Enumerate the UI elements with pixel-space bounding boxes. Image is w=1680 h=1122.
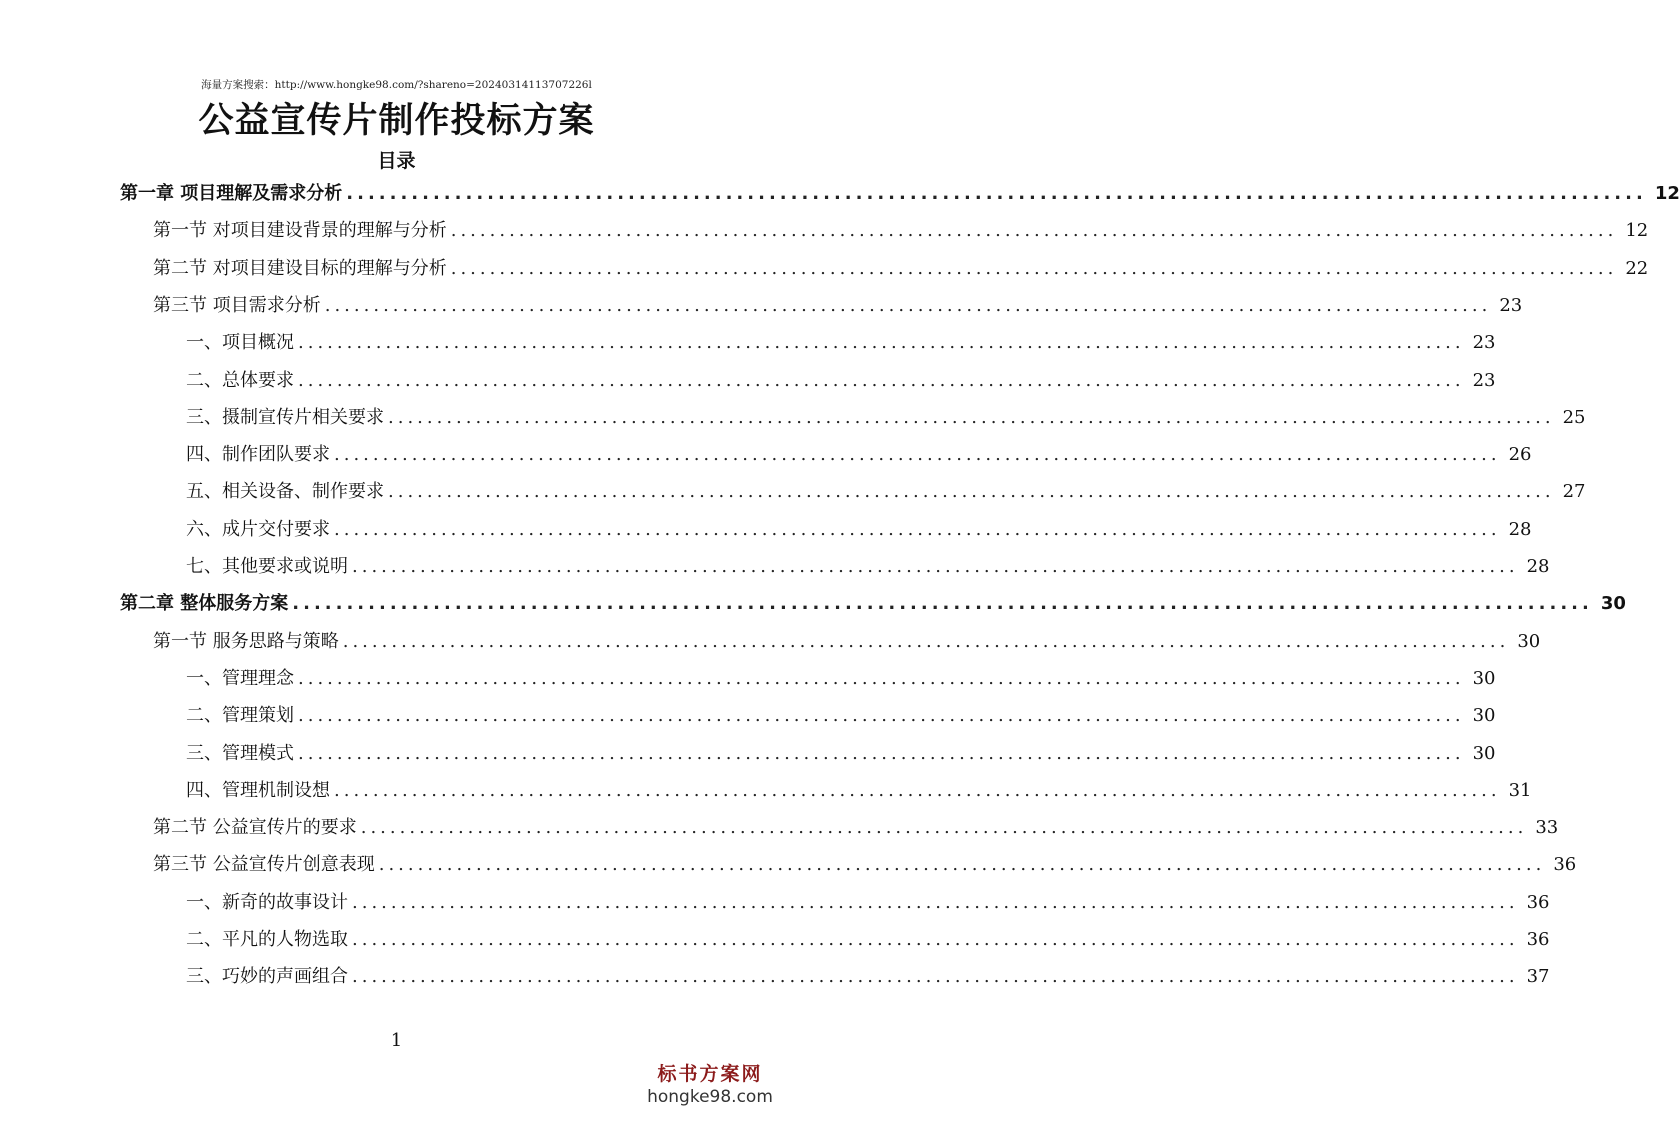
toc-dot-leader: ........................................................................................................................: [298, 742, 1465, 764]
toc-dot-leader: ........................................................................................................................: [334, 518, 1501, 540]
watermark-name: 标书方案网: [657, 1063, 763, 1085]
toc-entry-label: 三、巧妙的声画组合: [186, 966, 348, 988]
toc-entry[interactable]: [186, 661, 1496, 697]
toc-entry-label: 一、管理理念: [186, 667, 294, 689]
toc-dot-leader: ........................................................................................................................: [334, 444, 1501, 466]
source-line: 海量方案搜索：http://www.hongke98.com/?shareno=20240314113707226l: [201, 79, 592, 91]
toc-entry-page: 30: [1517, 630, 1541, 652]
toc-entry[interactable]: [186, 325, 1496, 361]
toc-entry-page: 22: [1625, 257, 1649, 279]
toc-entry-label: 三、管理模式: [186, 742, 294, 764]
toc-dot-leader: ........................................................................................................................: [450, 220, 1618, 242]
toc-entry-page: 30: [1472, 667, 1496, 689]
toc-entry-page: 36: [1553, 854, 1577, 876]
page-number: 1: [390, 1030, 403, 1051]
toc-entry-page: 37: [1526, 966, 1550, 988]
toc-entry-page: 27: [1562, 481, 1586, 503]
toc-entry[interactable]: [120, 586, 1626, 622]
toc-dot-leader: ........................................................................................................................: [342, 630, 1510, 652]
toc-entry-page: 36: [1526, 929, 1550, 950]
toc-entry-page: 12: [1625, 220, 1649, 242]
toc-entry-label: 第三节 项目需求分析: [153, 294, 321, 316]
toc-heading: 目录: [377, 150, 416, 172]
toc-entry-label: 四、管理机制设想: [186, 779, 330, 801]
toc-entry-page: 30: [1472, 742, 1496, 764]
toc-entry-page: 26: [1508, 444, 1532, 466]
toc-entry[interactable]: [153, 251, 1649, 287]
toc-entry[interactable]: [186, 773, 1532, 809]
toc-entry-label: 第二节 公益宣传片的要求: [153, 817, 357, 839]
toc-dot-leader: ........................................................................................................................: [292, 593, 1593, 615]
toc-entry-page: 23: [1472, 332, 1496, 354]
watermark-url: hongke98.com: [647, 1087, 773, 1107]
toc-dot-leader: ........................................................................................................................: [298, 332, 1465, 354]
toc-entry-page: 12: [1654, 183, 1680, 204]
toc-entry-label: 第一章 项目理解及需求分析: [120, 183, 343, 204]
toc-dot-leader: ........................................................................................................................: [298, 369, 1465, 391]
toc-entry-label: 三、摄制宣传片相关要求: [186, 406, 384, 428]
toc-entry-page: 31: [1508, 779, 1532, 801]
toc-entry-label: 第二章 整体服务方案: [120, 593, 289, 615]
toc-dot-leader: ........................................................................................................................: [388, 481, 1555, 503]
toc-entry[interactable]: [186, 885, 1550, 921]
toc-entry[interactable]: [120, 176, 1680, 212]
toc-entry-label: 四、制作团队要求: [186, 444, 330, 466]
toc-entry-label: 第一节 服务思路与策略: [153, 630, 339, 652]
toc-entry-label: 二、管理策划: [186, 705, 294, 727]
toc-entry[interactable]: [153, 213, 1649, 249]
toc-entry-page: 23: [1499, 294, 1523, 316]
toc-dot-leader: ........................................................................................................................: [352, 929, 1519, 950]
toc-entry-label: 二、平凡的人物选取: [186, 929, 348, 950]
toc-entry-page: 23: [1472, 369, 1496, 391]
toc-entry[interactable]: [186, 437, 1532, 473]
toc-entry-page: 36: [1526, 891, 1550, 913]
toc-entry-label: 二、总体要求: [186, 369, 294, 391]
toc-dot-leader: ........................................................................................................................: [346, 183, 1647, 204]
toc-entry[interactable]: [153, 847, 1577, 883]
toc-entry-page: 28: [1526, 556, 1550, 577]
toc-entry[interactable]: [186, 698, 1496, 734]
toc-entry-label: 七、其他要求或说明: [186, 556, 348, 577]
toc-entry-label: 第一节 对项目建设背景的理解与分析: [153, 220, 447, 242]
toc-entry-label: 一、新奇的故事设计: [186, 891, 348, 913]
toc-entry[interactable]: [153, 810, 1559, 846]
toc-entry-label: 第三节 公益宣传片创意表现: [153, 854, 375, 876]
document-title: 公益宣传片制作投标方案: [198, 101, 595, 141]
toc-entry[interactable]: [186, 922, 1550, 958]
toc-entry[interactable]: [153, 624, 1541, 660]
toc-entry[interactable]: [186, 512, 1532, 548]
toc-dot-leader: ........................................................................................................................: [450, 257, 1618, 279]
toc-entry-label: 五、相关设备、制作要求: [186, 481, 384, 503]
toc-entry-page: 30: [1600, 593, 1626, 615]
watermark-logo: [645, 1062, 775, 1108]
toc-dot-leader: ........................................................................................................................: [360, 817, 1528, 839]
toc-entry[interactable]: [186, 400, 1586, 436]
toc-dot-leader: ........................................................................................................................: [378, 854, 1546, 876]
toc-entry[interactable]: [153, 288, 1523, 324]
toc-entry[interactable]: [186, 474, 1586, 510]
toc-dot-leader: ........................................................................................................................: [352, 556, 1519, 577]
toc-entry[interactable]: [186, 363, 1496, 399]
toc-dot-leader: ........................................................................................................................: [324, 294, 1492, 316]
toc-entry[interactable]: [186, 736, 1496, 772]
toc-dot-leader: ........................................................................................................................: [352, 966, 1519, 988]
toc-dot-leader: ........................................................................................................................: [298, 667, 1465, 689]
toc-entry-page: 28: [1508, 518, 1532, 540]
toc-dot-leader: ........................................................................................................................: [352, 891, 1519, 913]
toc-dot-leader: ........................................................................................................................: [388, 406, 1555, 428]
toc-entry-page: 33: [1535, 817, 1559, 839]
toc-entry-page: 30: [1472, 705, 1496, 727]
toc-entry-page: 25: [1562, 406, 1586, 428]
toc-entry-label: 第二节 对项目建设目标的理解与分析: [153, 257, 447, 279]
toc-dot-leader: ........................................................................................................................: [298, 705, 1465, 727]
toc-entry-label: 六、成片交付要求: [186, 518, 330, 540]
toc-entry-label: 一、项目概况: [186, 332, 294, 354]
toc-entry[interactable]: [186, 549, 1550, 585]
toc-entry[interactable]: [186, 959, 1550, 995]
toc-dot-leader: ........................................................................................................................: [334, 779, 1501, 801]
